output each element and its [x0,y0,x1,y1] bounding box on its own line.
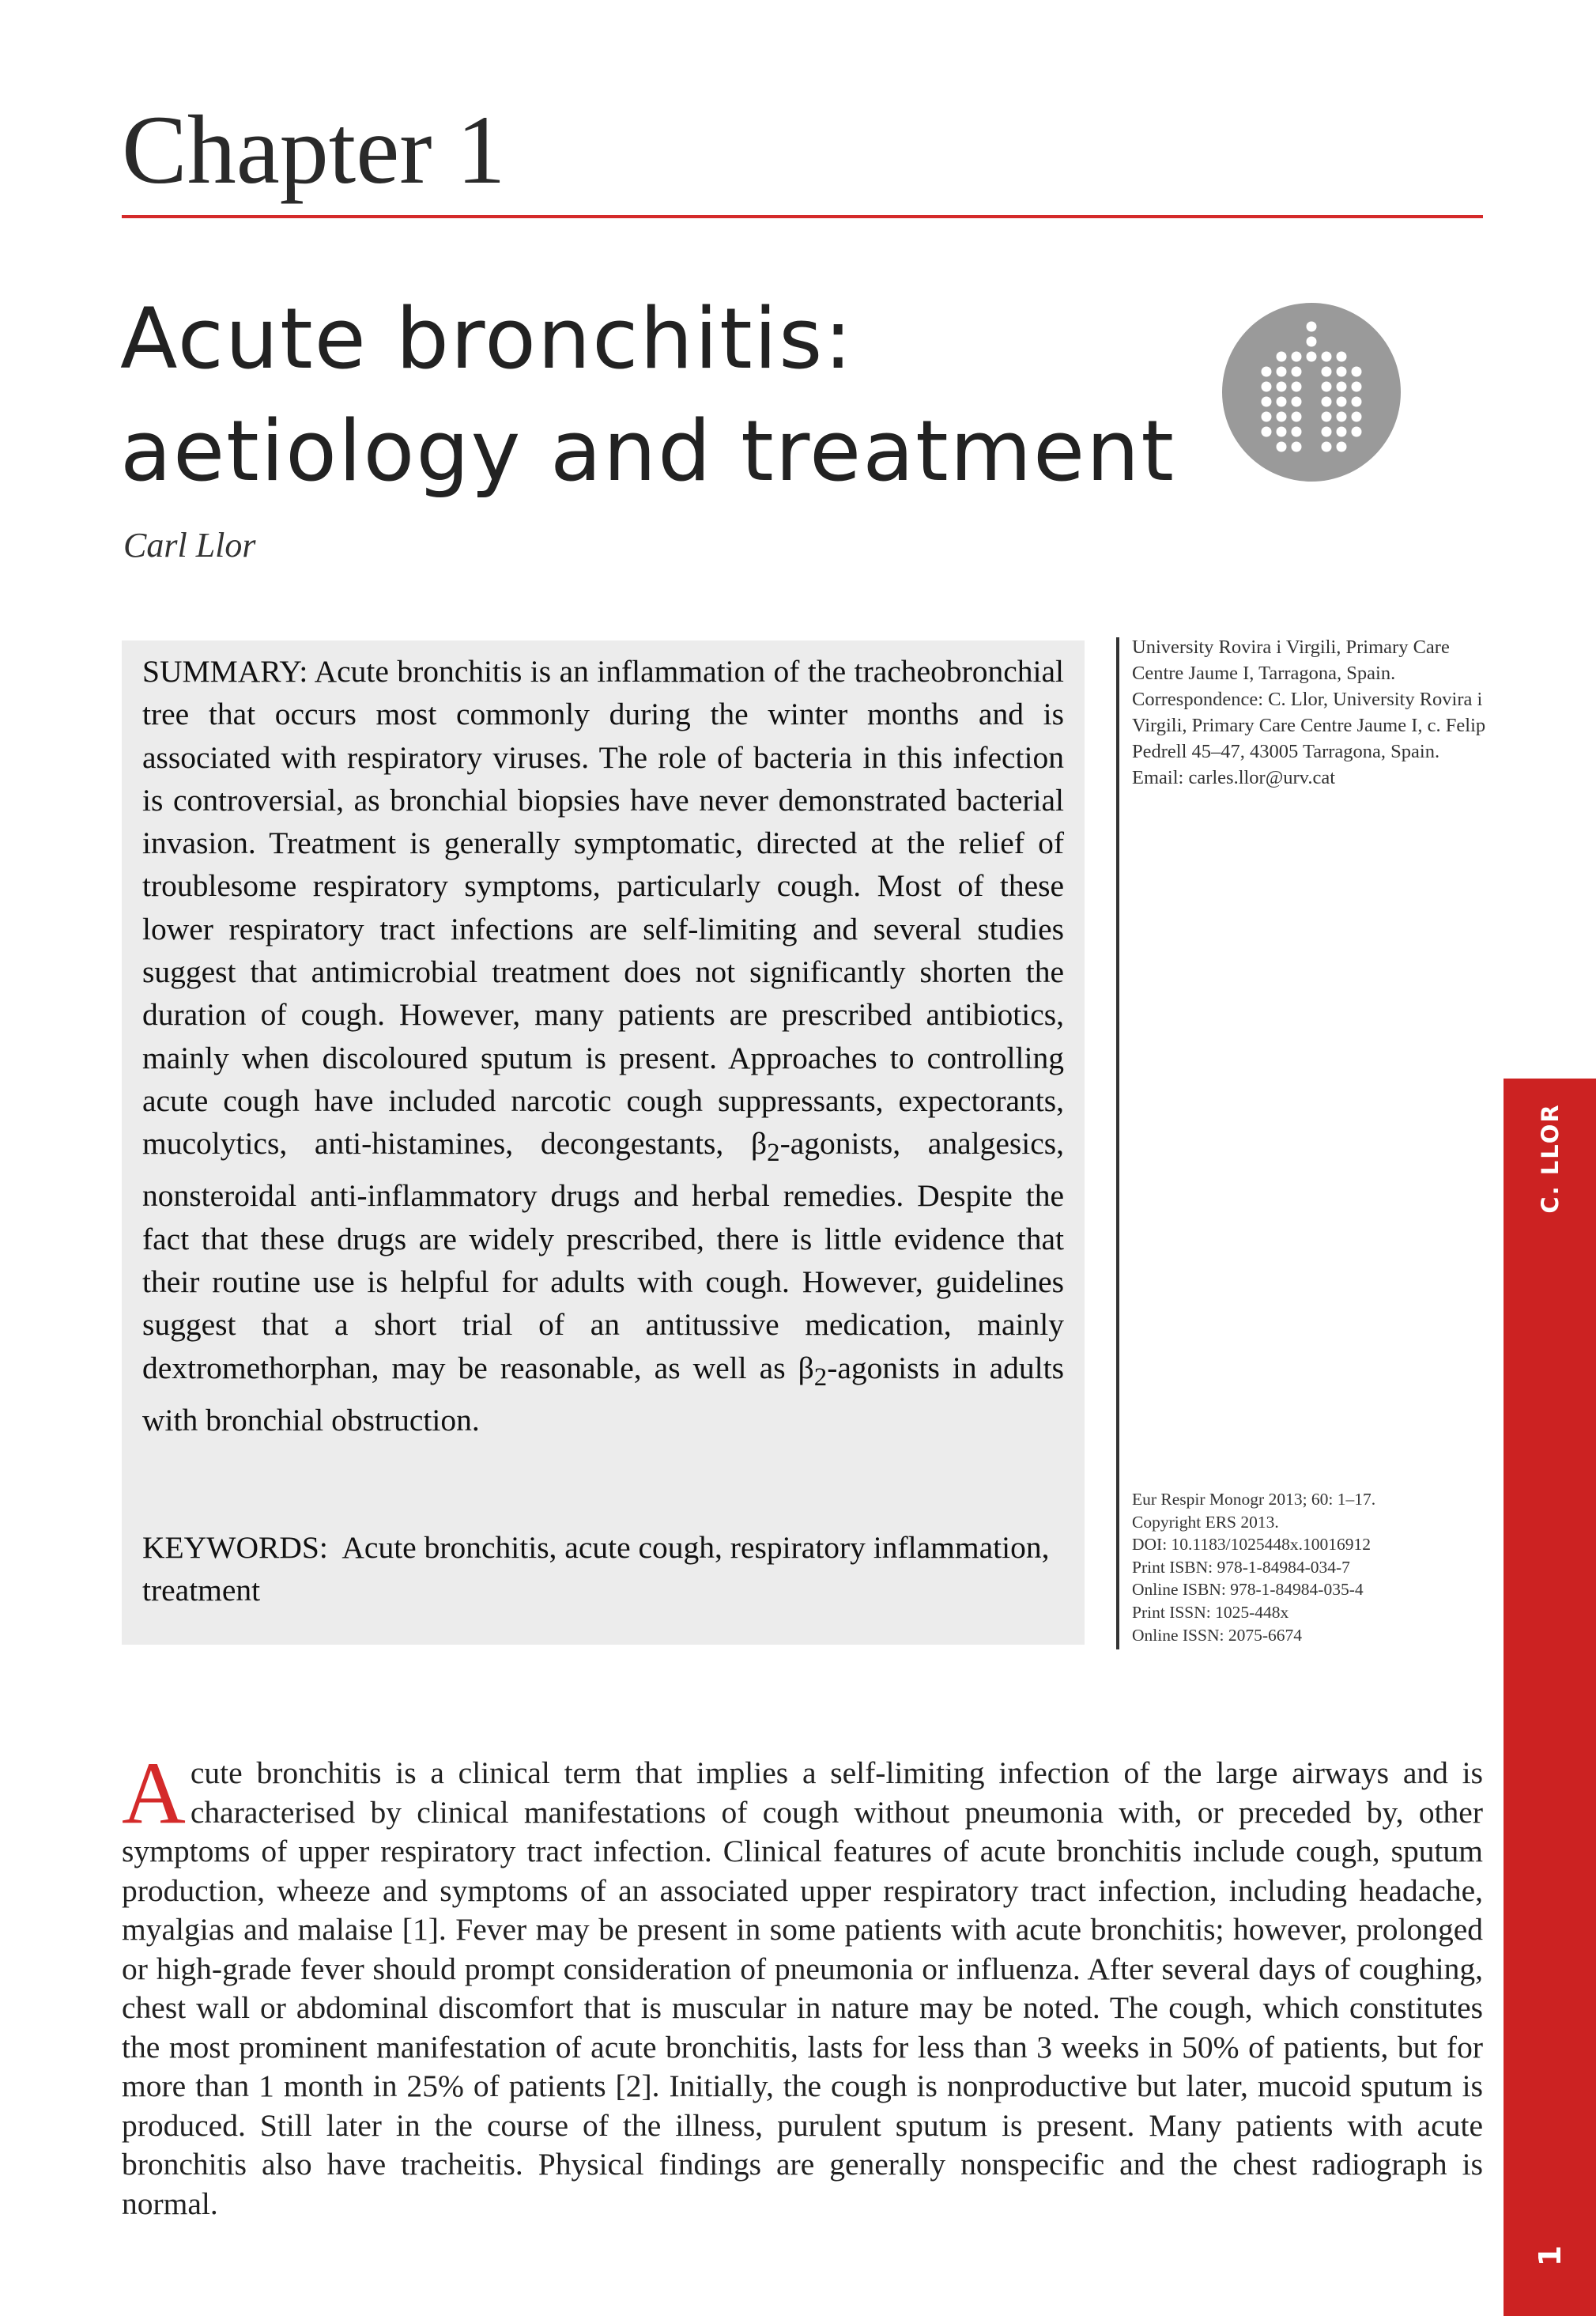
beta-subscript-1: 2 [767,1139,780,1168]
citation: Eur Respir Monogr 2013; 60: 1–17. [1132,1490,1376,1509]
lungs-dots-icon [1222,303,1401,482]
online-issn: Online ISSN: 2075-6674 [1132,1625,1302,1645]
keywords-text: Acute bronchitis, acute cough, respiratory inflammation, treatment [142,1530,1050,1608]
online-isbn: Online ISBN: 978-1-84984-035-4 [1132,1580,1364,1600]
keywords-label: KEYWORDS: [142,1530,328,1565]
beta-symbol-2: β [798,1350,814,1385]
title-line-1: Acute bronchitis: [120,290,855,387]
summary-text-2: -agonists, analgesics, nonsteroidal anti-inflammatory drugs and herbal remedies. Despite the fact that these drugs are widely prescribed, there is little evidence that their routine use is helpful for adults with cough. However, guidelines suggest that a short trial of an antitussive medication, mainly dextromethorphan, may be reasonable, as well as [142,1126,1064,1385]
chapter-side-tab [1504,1079,1596,2316]
body-paragraph [122,1744,1483,2223]
chapter-heading: Chapter 1 [122,96,506,204]
print-isbn: Print ISBN: 978-1-84984-034-7 [1132,1557,1350,1577]
affiliation-block [1132,634,1496,791]
side-tab-author: C. LLOR [1537,1103,1564,1214]
summary-box [122,640,1085,1645]
sidebar-divider [1116,637,1119,1649]
page-number-value: 1 [1533,2245,1568,2267]
doi: DOI: 10.1183/1025448x.10016912 [1132,1535,1371,1555]
beta-symbol-1: β [751,1126,768,1162]
lungs-logo-icon [1222,303,1401,482]
summary-text-1: Acute bronchitis is an inflammation of the tracheobronchial tree that occurs most commonly during the winter months and is associated with respiratory viruses. The role of bacteria in this infection is controversial, as bronchial biopsies have never demonstrated bacterial invasion. Treatment is generally symptomatic, directed at the relief of troublesome respiratory symptoms, particularly cough. Most of these lower respiratory tract infections are self-limiting and several studies suggest that antimicrobial treatment does not significantly shorten the duration of cough. However, many patients are prescribed antibiotics, mainly when discoloured sputum is present. Approaches to controlling acute cough have included narcotic cough suppressants, expectorants, mucolytics, anti-histamines, decongestants, [142,654,1064,1162]
body-text: cute bronchitis is a clinical term that implies a self-limiting infection of the large airways and is characterised by clinical manifestations of cough without pneumonia with, or preceded by, other symptoms of upper respiratory tract infection. Clinical features of acute bronchitis include cough, sputum production, wheeze and symptoms of an associated upper respiratory tract infection, including headache, myalgias and malaise [1]. Fever may be present in some patients with acute bronchitis; however, prolonged or high-grade fever should prompt consideration of pneumonia or influenza. After several days of coughing, chest wall or abdominal discomfort that is muscular in nature may be noted. The cough, which constitutes the most prominent manifestation of acute bronchitis, lasts for less than 3 weeks in 50% of patients, but for more than 1 month in 25% of patients [2]. Initially, the cough is nonproductive but later, mucoid sputum is produced. Still later in the course of the illness, purulent sputum is present. Many patients with acute bronchitis also have tracheitis. Physical findings are generally nonspecific and the chest radiograph is normal. [122,1755,1483,2221]
keywords [142,1526,1064,1611]
correspondence: Correspondence: C. Llor, University Rovira i Virgili, Primary Care Centre Jaume I, c. Felip Pedrell 45–47, 43005 Tarragona, Spain. [1132,689,1486,762]
publication-info [1132,1488,1496,1646]
drop-cap: A [122,1744,186,1842]
article-title [120,283,1227,508]
side-tab-label [1530,1103,1571,1214]
page-number [1530,2228,1571,2284]
affiliation-address: University Rovira i Virgili, Primary Care Centre Jaume I, Tarragona, Spain. [1132,637,1450,684]
summary-paragraph [142,650,1064,1441]
beta-subscript-2: 2 [813,1362,828,1392]
title-line-2: aetiology and treatment [120,402,1175,500]
chapter-divider [122,215,1483,218]
copyright: Copyright ERS 2013. [1132,1512,1279,1532]
summary-text-3: -agonists in adults with bronchial obstruction. [142,1350,1064,1438]
email: Email: carles.llor@urv.cat [1132,767,1336,788]
summary-label: SUMMARY: [142,654,308,689]
print-issn: Print ISSN: 1025-448x [1132,1602,1289,1622]
author-name: Carl Llor [123,526,256,565]
